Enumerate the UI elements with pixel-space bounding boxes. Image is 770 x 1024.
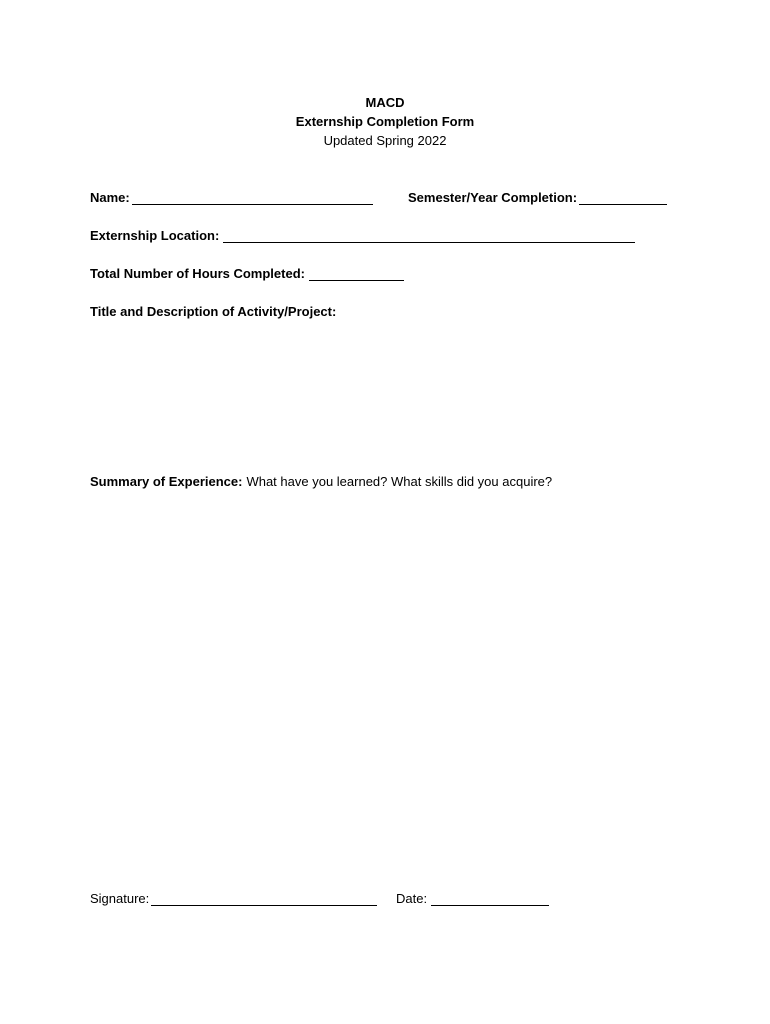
name-field	[90, 190, 373, 205]
activity-field	[90, 304, 336, 319]
name-input-line[interactable]	[132, 192, 373, 205]
hours-field	[90, 266, 404, 281]
updated-note: Updated Spring 2022	[323, 133, 447, 148]
date-field	[396, 891, 549, 906]
date-label: Date:	[396, 891, 428, 906]
summary-prompt: What have you learned? What skills did you acquire?	[246, 474, 553, 489]
hours-input-line[interactable]	[309, 268, 404, 281]
semester-input-line[interactable]	[579, 192, 667, 205]
summary-field	[90, 474, 552, 489]
summary-label: Summary of Experience:	[90, 474, 243, 489]
semester-label: Semester/Year Completion:	[408, 190, 578, 205]
name-label: Name:	[90, 190, 130, 205]
location-field	[90, 228, 635, 243]
semester-field	[408, 190, 667, 205]
location-input-line[interactable]	[223, 230, 635, 243]
signature-input-line[interactable]	[151, 893, 377, 906]
activity-label: Title and Description of Activity/Project:	[90, 304, 337, 319]
date-input-line[interactable]	[431, 893, 549, 906]
form-title: Externship Completion Form	[295, 114, 475, 129]
location-label: Externship Location:	[90, 228, 220, 243]
signature-label: Signature:	[90, 891, 150, 906]
signature-field	[90, 891, 377, 906]
org-title: MACD	[365, 95, 405, 110]
hours-label: Total Number of Hours Completed:	[90, 266, 305, 281]
